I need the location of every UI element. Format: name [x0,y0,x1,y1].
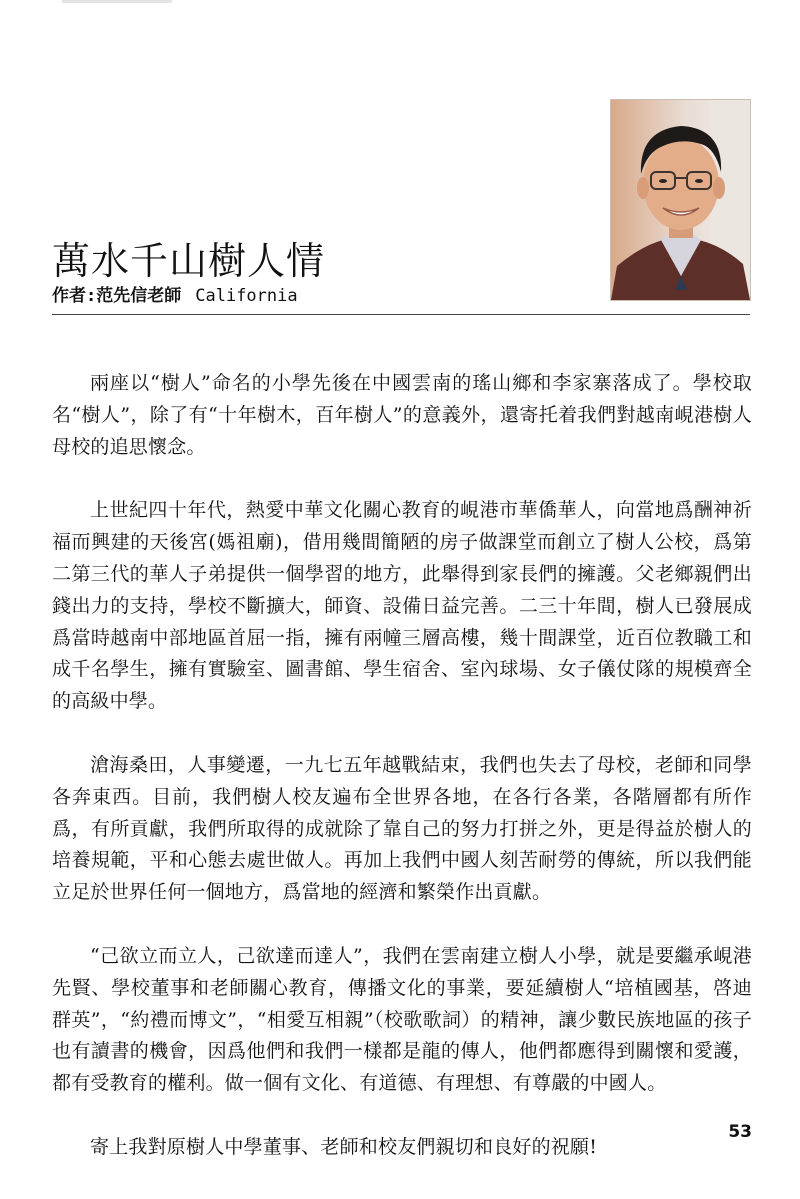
author-name: 作者:范先信老師 [52,286,182,306]
paragraph: 寄上我對原樹人中學董事、老師和校友們親切和良好的祝願! [90,1135,598,1158]
article-body [52,368,752,1196]
byline [52,281,298,306]
article-title: 萬水千山樹人情 [52,239,326,283]
paragraph: “己欲立而立人，己欲達而達人”，我們在雲南建立樹人小學，就是要繼承峴港先賢、學校董事和老師關心教育，傳播文化的事業，要延續樹人“培植國基，啓迪群英”，“約禮而博文”，“相愛互相親”（校歌歌詞）的精神，讓少數民族地區的孩子也有讀書的機會，因爲他們和我們一樣都是龍的傳人，他們都應得到關懷和愛護，都有受教育的權利。做一個有文化、有道德、有理想、有尊嚴的中國人。 [52,944,752,1095]
top-edge-mark [62,0,172,3]
author-location: California [195,286,298,306]
page-number: 53 [728,1122,752,1142]
author-photo [611,100,750,300]
title-divider [52,314,750,315]
paragraph: 上世紀四十年代，熱愛中華文化關心教育的峴港市華僑華人，向當地爲酬神祈福而興建的天後宮(媽祖廟)，借用幾間簡陋的房子做課堂而創立了樹人公校，爲第二第三代的華人子弟提供一個學習的地方，此舉得到家長們的擁護。父老鄉親們出錢出力的支持，學校不斷擴大，師資、設備日益完善。二三十年間，樹人已發展成爲當時越南中部地區首屈一指，擁有兩幢三層高樓，幾十間課堂，近百位教職工和成千名學生，擁有實驗室、圖書館、學生宿舍、室內球場、女子儀仗隊的規模齊全的高級中學。 [52,499,752,713]
paragraph: 滄海桑田，人事變遷，一九七五年越戰結束，我們也失去了母校，老師和同學各奔東西。目前，我們樹人校友遍布全世界各地，在各行各業，各階層都有所作爲，有所貢獻，我們所取得的成就除了靠自己的努力打拼之外，更是得益於樹人的培養規範，平和心態去處世做人。再加上我們中國人刻苦耐勞的傳統，所以我們能立足於世界任何一個地方，爲當地的經濟和繁榮作出貢獻。 [52,753,752,904]
paragraph: 兩座以“樹人”命名的小學先後在中國雲南的瑤山鄉和李家寨落成了。學校取名“樹人”，除了有“十年樹木，百年樹人”的意義外，還寄托着我們對越南峴港樹人母校的追思懷念。 [52,372,752,458]
